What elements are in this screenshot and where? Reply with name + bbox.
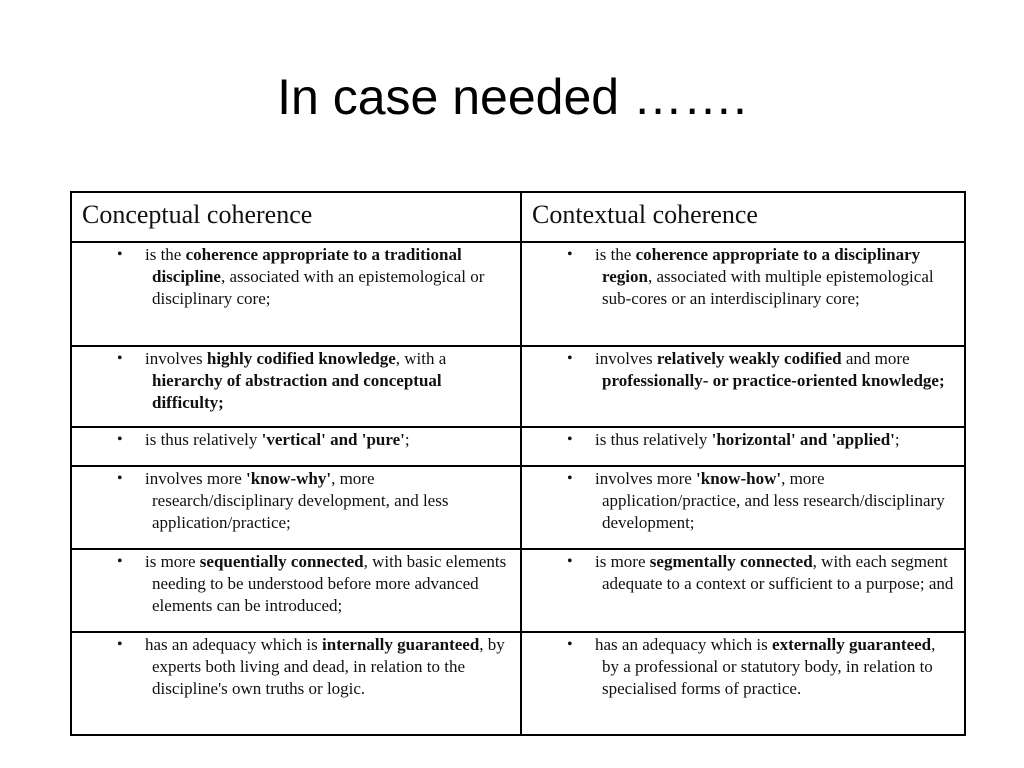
emphasis-text: 'horizontal' and 'applied' [711,430,895,449]
bullet-dot-icon: • [117,553,123,570]
body-text: , with basic elements needing to be understood before more advanced elements can be introduced; [152,552,507,615]
emphasis-text: 'know-how' [696,469,782,488]
body-text: ; [894,430,900,449]
bullet-dot-icon: • [567,246,573,263]
body-text: , more research/disciplinary development, and less application/practice; [152,469,449,532]
slide-title: In case needed ……. [277,69,747,125]
body-text: ; [404,430,410,449]
body-text: , by a professional or statutory body, in relation to specialised forms of practice. [602,635,936,698]
emphasis-text: highly codified knowledge [206,349,396,368]
contextual-cell [521,549,965,632]
bullet-item [532,348,954,392]
header-conceptual-coherence: Conceptual coherence [71,192,521,242]
contextual-cell [521,427,965,466]
emphasis-text: coherence appropriate to a traditional discipline [152,245,462,286]
body-text: , associated with multiple epistemological sub-cores or an interdisciplinary core; [602,267,934,308]
header-contextual-coherence: Contextual coherence [521,192,965,242]
bullet-dot-icon: • [567,431,573,448]
bullet-dot-icon: • [567,350,573,367]
body-text: , with each segment adequate to a context or sufficient to a purpose; and [602,552,954,593]
body-text: , more application/practice, and less research/disciplinary development; [602,469,945,532]
emphasis-text: externally guaranteed [772,635,932,654]
bullet-item [532,468,954,534]
conceptual-cell [71,549,521,632]
body-text: is the [145,245,186,264]
bullet-dot-icon: • [117,636,123,653]
bullet-dot-icon: • [117,246,123,263]
bullet-item [532,551,954,595]
conceptual-cell [71,466,521,549]
emphasis-text: professionally- or practice-oriented knowledge; [602,371,945,390]
bullet-item [82,634,510,700]
emphasis-text: sequentially connected [199,552,364,571]
emphasis-text: relatively weakly codified [656,349,842,368]
table-row [71,632,965,735]
table-header-row [71,192,965,242]
bullet-dot-icon: • [117,350,123,367]
body-text: involves more [595,469,697,488]
body-text: is more [595,552,650,571]
body-text: involves [145,349,207,368]
emphasis-text: 'vertical' and 'pure' [261,430,405,449]
bullet-item [82,551,510,617]
bullet-item [82,348,510,414]
coherence-comparison-table [70,191,966,736]
table-row [71,549,965,632]
bullet-dot-icon: • [567,553,573,570]
conceptual-cell [71,632,521,735]
body-text: , with a [395,349,447,368]
body-text: has an adequacy which is [595,635,773,654]
body-text: involves more [145,469,247,488]
table-row [71,427,965,466]
body-text: is thus relatively [595,430,712,449]
contextual-cell [521,632,965,735]
table-row [71,466,965,549]
body-text: and more [841,349,910,368]
bullet-item [82,429,510,451]
bullet-item [82,244,510,310]
bullet-item [532,634,954,700]
body-text: , by experts both living and dead, in relation to the discipline's own truths or logic. [152,635,505,698]
emphasis-text: internally guaranteed [322,635,480,654]
conceptual-cell [71,346,521,427]
table-row [71,242,965,346]
conceptual-cell [71,242,521,346]
body-text: is thus relatively [145,430,262,449]
body-text: is the [595,245,636,264]
bullet-dot-icon: • [117,431,123,448]
contextual-cell [521,466,965,549]
emphasis-text: coherence appropriate to a disciplinary region [602,245,921,286]
bullet-dot-icon: • [117,470,123,487]
body-text: involves [595,349,657,368]
table-row [71,346,965,427]
bullet-item [532,429,954,451]
bullet-item [82,468,510,534]
emphasis-text: 'know-why' [246,469,332,488]
body-text: is more [145,552,200,571]
emphasis-text: hierarchy of abstraction and conceptual difficulty; [152,371,442,412]
bullet-item [532,244,954,310]
body-text: has an adequacy which is [145,635,323,654]
conceptual-cell [71,427,521,466]
contextual-cell [521,242,965,346]
bullet-dot-icon: • [567,470,573,487]
emphasis-text: segmentally connected [649,552,813,571]
body-text: , associated with an epistemological or disciplinary core; [152,267,485,308]
bullet-dot-icon: • [567,636,573,653]
contextual-cell [521,346,965,427]
